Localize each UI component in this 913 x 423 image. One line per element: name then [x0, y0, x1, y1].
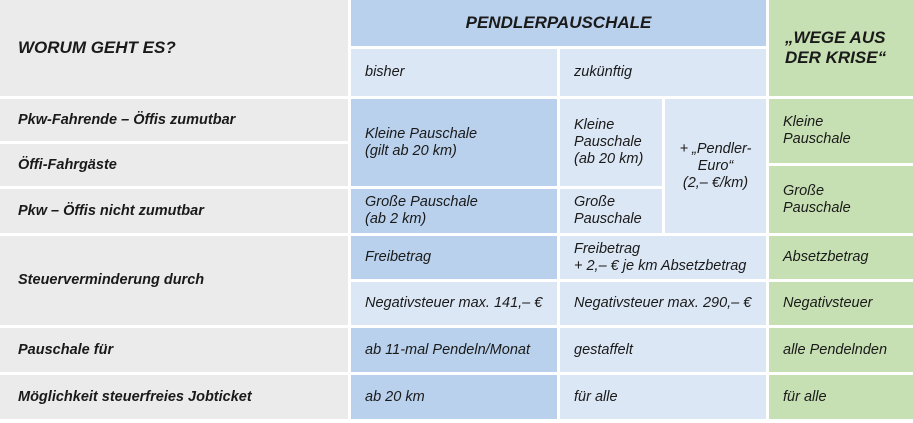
wege-jobticket: für alle — [769, 375, 913, 419]
bisher-grosse-pauschale: Große Pauschale (ab 2 km) — [351, 189, 557, 233]
zukuenftig-jobticket: für alle — [560, 375, 766, 419]
row-label-jobticket: Möglichkeit steuerfreies Jobticket — [0, 375, 348, 419]
bisher-pauschale-fuer: ab 11-mal Pendeln/Monat — [351, 328, 557, 372]
bisher-negativsteuer: Negativsteuer max. 141,– € — [351, 282, 557, 325]
header-bisher: bisher — [351, 49, 557, 96]
header-topic: WORUM GEHT ES? — [0, 0, 348, 96]
wege-absetzbetrag: Absetzbetrag — [769, 236, 913, 279]
zukuenftig-kleine-pauschale: Kleine Pauschale (ab 20 km) — [560, 99, 662, 186]
header-wege-aus-der-krise: „WEGE AUS DER KRISE“ — [769, 0, 913, 96]
bisher-kleine-pauschale: Kleine Pauschale (gilt ab 20 km) — [351, 99, 557, 186]
row-label-oeffi-fahrgaeste: Öffi-Fahrgäste — [0, 144, 348, 186]
row-label-pauschale-fuer: Pauschale für — [0, 328, 348, 372]
zukuenftig-freibetrag: Freibetrag + 2,– € je km Absetzbetrag — [560, 236, 766, 279]
row-label-pkw-oeffi-nicht-zumutbar: Pkw – Öffis nicht zumutbar — [0, 189, 348, 233]
row-label-pkw-oeffi-zumutbar: Pkw-Fahrende – Öffis zumutbar — [0, 99, 348, 141]
bisher-freibetrag: Freibetrag — [351, 236, 557, 279]
zukuenftig-negativsteuer: Negativsteuer max. 290,– € — [560, 282, 766, 325]
zukuenftig-pendler-euro: + „Pendler- Euro“ (2,– €/km) — [665, 99, 766, 233]
wege-grosse-pauschale: Große Pauschale — [769, 166, 913, 233]
zukuenftig-grosse-pauschale: Große Pauschale — [560, 189, 662, 233]
header-pendlerpauschale: PENDLERPAUSCHALE — [351, 0, 766, 46]
zukuenftig-pauschale-fuer: gestaffelt — [560, 328, 766, 372]
wege-pauschale-fuer: alle Pendelnden — [769, 328, 913, 372]
header-zukuenftig: zukünftig — [560, 49, 766, 96]
bisher-jobticket: ab 20 km — [351, 375, 557, 419]
wege-negativsteuer: Negativsteuer — [769, 282, 913, 325]
wege-kleine-pauschale: Kleine Pauschale — [769, 99, 913, 163]
row-label-steuerverminderung: Steuerverminderung durch — [0, 236, 348, 325]
